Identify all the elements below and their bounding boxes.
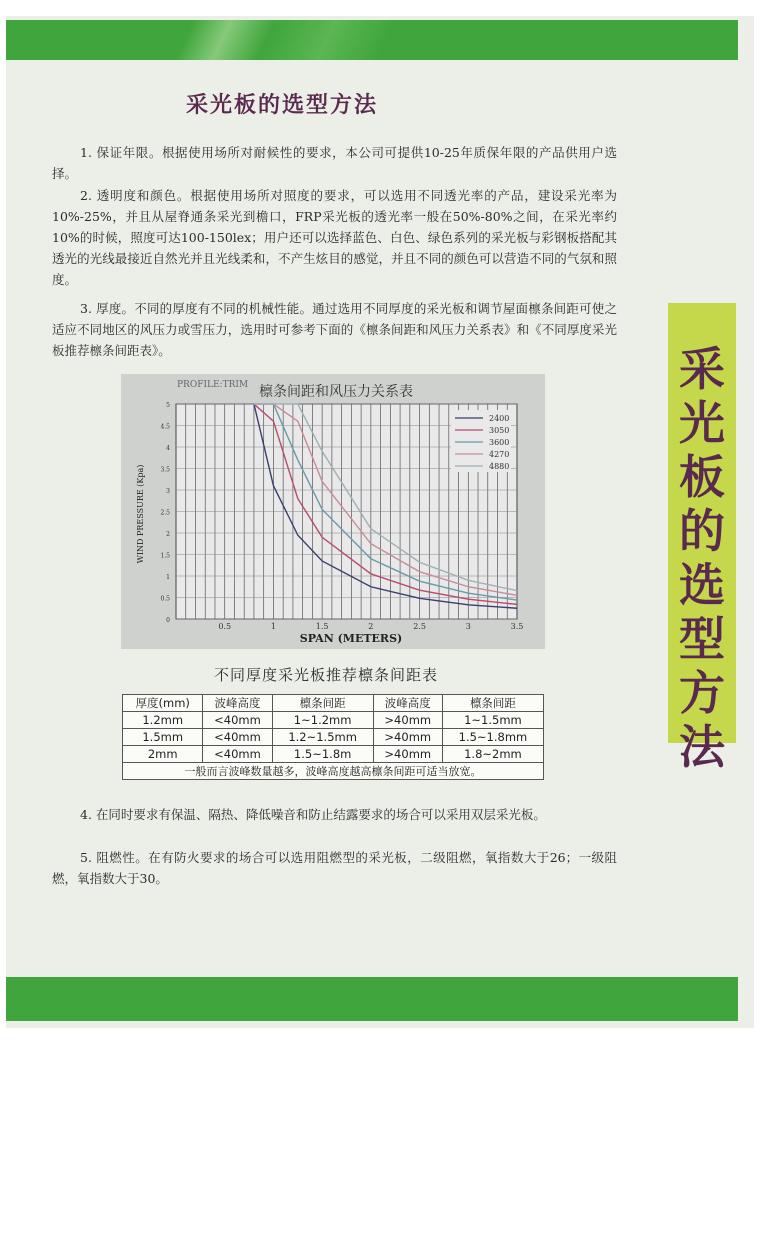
- x-tick-label: 0.5: [218, 622, 232, 631]
- table-cell: 1.2~1.5mm: [272, 729, 373, 746]
- page-heading: 采光板的选型方法: [186, 92, 379, 118]
- table-cell: >40mm: [373, 746, 442, 763]
- table-header-cell: 檩条间距: [272, 695, 373, 712]
- table-cell: 1~1.2mm: [272, 712, 373, 729]
- y-tick-label: 1.5: [160, 552, 170, 560]
- y-tick-label: 5: [166, 402, 170, 409]
- y-tick-label: 2: [166, 531, 170, 538]
- table-cell: <40mm: [203, 746, 272, 763]
- x-tick-label: 1: [270, 622, 276, 631]
- paragraph-2: [52, 185, 617, 290]
- x-tick-label: 3.5: [510, 622, 524, 631]
- legend-label: 3600: [489, 438, 510, 447]
- paragraph-3-text: 3. 厚度。不同的厚度有不同的机械性能。通过选用不同厚度的采光板和调节屋面檩条间距可使之适应不同地区的风压力或雪压力，选用时可参考下面的《檩条间距和风压力关系表》和《不同厚度采光板推荐檩条间距表》。: [52, 301, 617, 358]
- legend-label: 4880: [489, 462, 510, 471]
- chart-svg: [121, 374, 545, 649]
- chart-corner-label: PROFILE:TRIM: [177, 380, 249, 390]
- table-note: 一般而言波峰数量越多，波峰高度越高檩条间距可适当放宽。: [123, 763, 544, 780]
- paragraph-2-text: 2. 透明度和颜色。根据使用场所对照度的要求，可以选用不同透光率的产品，建设采光率为10%-25%，并且从屋脊通条采光到檐口，FRP采光板的透光率一般在50%-80%之间，在采光率约10%的时候，照度可达100-150lex；用户还可以选择蓝色、白色、绿色系列的采光板与彩钢板搭配其透光的光线最接近自然光并且光线柔和，不产生炫目的感觉，并且不同的颜色可以营造不同的气氛和照度。: [52, 188, 617, 287]
- paragraph-1-text: 1. 保证年限。根据使用场所对耐候性的要求，本公司可提供10-25年质保年限的产品供用户选择。: [52, 145, 617, 181]
- x-tick-label: 1.5: [315, 622, 329, 631]
- table-cell: 1.5~1.8m: [272, 746, 373, 763]
- y-tick-label: 2.5: [160, 509, 170, 517]
- y-axis-label: WIND PRESSURE (Kpa): [136, 464, 145, 564]
- x-tick-label: 2: [368, 622, 374, 631]
- paragraph-5: [52, 847, 617, 889]
- paragraph-5-text: 5. 阻燃性。在有防火要求的场合可以选用阻燃型的采光板，二级阻燃，氧指数大于26；一级阻燃，氧指数大于30。: [52, 850, 617, 886]
- y-tick-label: 1: [166, 574, 170, 581]
- table-header-cell: 檩条间距: [442, 695, 543, 712]
- y-tick-label: 3: [166, 488, 170, 495]
- table-cell: <40mm: [203, 712, 272, 729]
- paragraph-3: [52, 298, 617, 361]
- side-title: 采光板的选型方法: [679, 342, 725, 774]
- chart-title: 檩条间距和风压力关系表: [259, 384, 413, 400]
- paragraph-4: [52, 804, 617, 825]
- table-cell: 1~1.5mm: [442, 712, 543, 729]
- table-row: [123, 746, 544, 763]
- table-header-cell: 波峰高度: [203, 695, 272, 712]
- paragraph-4-text: 4. 在同时要求有保温、隔热、降低噪音和防止结露要求的场合可以采用双层采光板。: [80, 807, 546, 822]
- legend-label: 4270: [489, 450, 510, 459]
- table-cell: 1.5~1.8mm: [442, 729, 543, 746]
- table-note-row: [123, 763, 544, 780]
- table-header-cell: 厚度(mm): [123, 695, 203, 712]
- x-tick-label: 2.5: [413, 622, 426, 631]
- legend-label: 3050: [489, 426, 510, 435]
- wind-pressure-chart: [121, 374, 545, 649]
- table-cell: 1.2mm: [123, 712, 203, 729]
- y-tick-label: 0.5: [160, 595, 170, 603]
- table-cell: >40mm: [373, 729, 442, 746]
- table-cell: >40mm: [373, 712, 442, 729]
- table-header-row: [123, 695, 544, 712]
- table-row: [123, 729, 544, 746]
- legend-label: 2400: [489, 414, 510, 423]
- table-cell: 1.8~2mm: [442, 746, 543, 763]
- table-cell: <40mm: [203, 729, 272, 746]
- y-tick-label: 4: [166, 445, 170, 452]
- table-title: 不同厚度采光板推荐檩条间距表: [214, 666, 439, 684]
- x-axis-label: SPAN (METERS): [299, 632, 403, 645]
- x-tick-label: 3: [465, 622, 471, 631]
- top-green-band: [6, 20, 738, 60]
- y-tick-label: 3.5: [160, 466, 170, 474]
- y-tick-label: 0: [166, 617, 170, 624]
- bottom-green-band: [6, 977, 738, 1021]
- table-header-cell: 波峰高度: [373, 695, 442, 712]
- table-row: [123, 712, 544, 729]
- table-cell: 2mm: [123, 746, 203, 763]
- y-tick-label: 4.5: [160, 423, 170, 431]
- spacing-table: [122, 694, 544, 780]
- paragraph-1: [52, 142, 617, 184]
- table-cell: 1.5mm: [123, 729, 203, 746]
